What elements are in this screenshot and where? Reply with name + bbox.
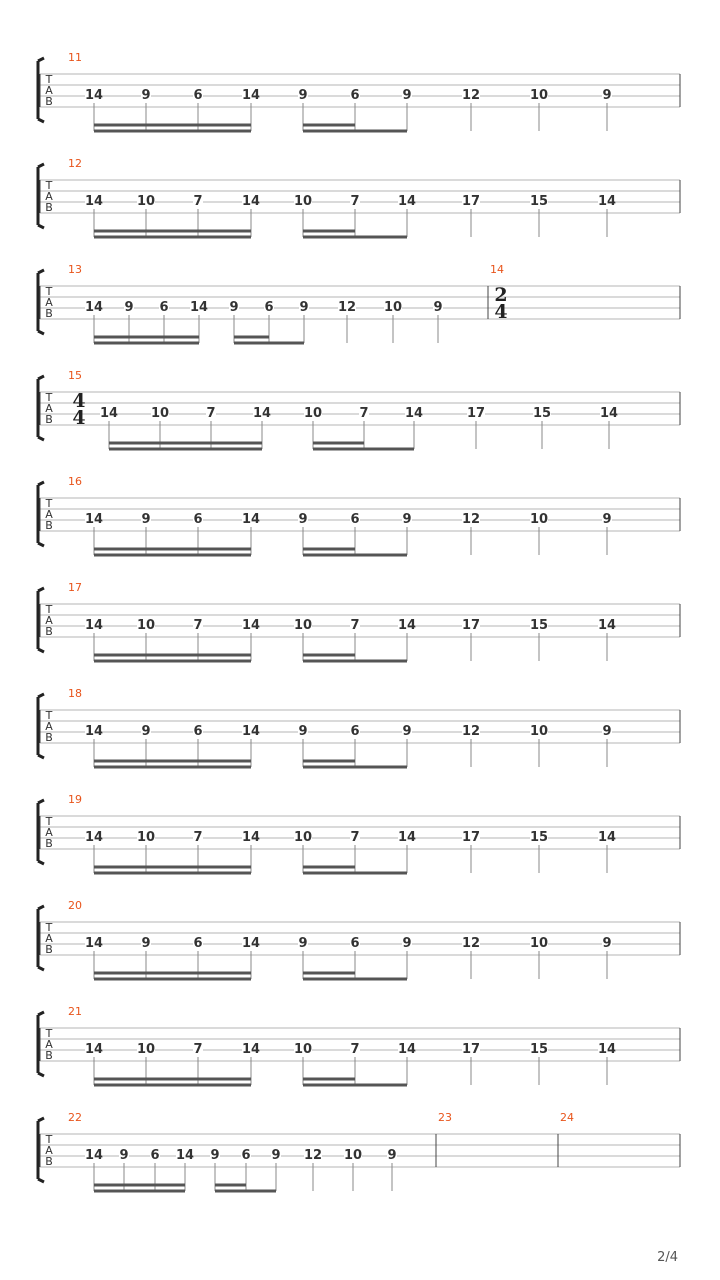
fret-number: 10 xyxy=(136,830,156,845)
tab-clef-letter: A xyxy=(45,720,53,733)
fret-number: 10 xyxy=(303,406,323,421)
fret-number: 14 xyxy=(84,1042,104,1057)
fret-number: 15 xyxy=(532,406,552,421)
beam xyxy=(94,342,199,345)
fret-number: 9 xyxy=(402,724,412,739)
measure-number: 24 xyxy=(560,1111,574,1124)
fret-number: 9 xyxy=(602,936,612,951)
fret-number: 14 xyxy=(597,1042,617,1057)
time-signature-top: 4 xyxy=(72,390,86,412)
beam xyxy=(94,866,251,869)
fret-number: 9 xyxy=(402,936,412,951)
fret-number: 14 xyxy=(84,300,104,315)
fret-number: 17 xyxy=(461,830,481,845)
measure-number: 13 xyxy=(68,263,82,276)
system-bracket xyxy=(38,376,44,440)
tab-clef-letter: B xyxy=(45,95,53,108)
beam xyxy=(303,660,407,663)
fret-number: 10 xyxy=(293,1042,313,1057)
fret-number: 6 xyxy=(193,936,203,951)
fret-number: 10 xyxy=(150,406,170,421)
fret-number: 12 xyxy=(337,300,357,315)
beam xyxy=(303,866,355,869)
tab-clef-letter: B xyxy=(45,1049,53,1062)
fret-number: 14 xyxy=(597,830,617,845)
measure-number: 12 xyxy=(68,157,82,170)
fret-number: 14 xyxy=(241,830,261,845)
fret-number: 14 xyxy=(397,618,417,633)
fret-number: 7 xyxy=(193,194,203,209)
fret-number: 12 xyxy=(303,1148,323,1163)
fret-number: 9 xyxy=(229,300,239,315)
tab-clef-letter: T xyxy=(45,921,53,934)
fret-number: 6 xyxy=(193,724,203,739)
beam xyxy=(303,654,355,657)
tab-clef-letter: B xyxy=(45,413,53,426)
fret-number: 14 xyxy=(241,724,261,739)
fret-number: 9 xyxy=(141,512,151,527)
fret-number: 7 xyxy=(359,406,369,421)
tab-clef-letter: B xyxy=(45,625,53,638)
beam xyxy=(303,130,407,133)
fret-number: 9 xyxy=(402,88,412,103)
beam xyxy=(303,872,407,875)
measure-number: 17 xyxy=(68,581,82,594)
beam xyxy=(215,1190,276,1193)
fret-number: 14 xyxy=(84,194,104,209)
fret-number: 14 xyxy=(84,936,104,951)
tab-clef-letter: T xyxy=(45,73,53,86)
tab-clef-letter: A xyxy=(45,932,53,945)
tab-clef-letter: A xyxy=(45,508,53,521)
fret-number: 9 xyxy=(141,88,151,103)
fret-number: 9 xyxy=(387,1148,397,1163)
beam xyxy=(303,554,407,557)
fret-number: 6 xyxy=(350,512,360,527)
fret-number: 6 xyxy=(193,512,203,527)
fret-number: 14 xyxy=(397,830,417,845)
tab-clef-letter: B xyxy=(45,1155,53,1168)
beam xyxy=(234,336,269,339)
system-bracket xyxy=(38,164,44,228)
tab-clef-letter: B xyxy=(45,307,53,320)
fret-number: 14 xyxy=(597,194,617,209)
beam xyxy=(94,1084,251,1087)
measure-number: 23 xyxy=(438,1111,452,1124)
fret-number: 10 xyxy=(136,1042,156,1057)
beam xyxy=(109,448,262,451)
beam xyxy=(303,1084,407,1087)
fret-number: 6 xyxy=(150,1148,160,1163)
fret-number: 17 xyxy=(461,1042,481,1057)
beam xyxy=(94,1190,185,1193)
system-bracket xyxy=(38,800,44,864)
fret-number: 6 xyxy=(264,300,274,315)
fret-number: 14 xyxy=(175,1148,195,1163)
fret-number: 9 xyxy=(141,724,151,739)
tab-clef-letter: T xyxy=(45,815,53,828)
system-bracket xyxy=(38,906,44,970)
tab-clef-letter: A xyxy=(45,826,53,839)
fret-number: 17 xyxy=(461,618,481,633)
tab-clef-letter: T xyxy=(45,1133,53,1146)
beam xyxy=(94,660,251,663)
beam xyxy=(303,1078,355,1081)
beam xyxy=(94,554,251,557)
beam xyxy=(303,230,355,233)
measure-number: 20 xyxy=(68,899,82,912)
time-signature-bottom: 4 xyxy=(72,407,86,429)
beam xyxy=(94,548,251,551)
system-bracket xyxy=(38,588,44,652)
fret-number: 12 xyxy=(461,724,481,739)
fret-number: 10 xyxy=(529,512,549,527)
tab-clef-letter: T xyxy=(45,391,53,404)
fret-number: 12 xyxy=(461,936,481,951)
beam xyxy=(303,760,355,763)
fret-number: 7 xyxy=(193,618,203,633)
fret-number: 9 xyxy=(271,1148,281,1163)
tab-clef-letter: B xyxy=(45,731,53,744)
beam xyxy=(234,342,304,345)
fret-number: 12 xyxy=(461,88,481,103)
tab-clef-letter: T xyxy=(45,1027,53,1040)
fret-number: 7 xyxy=(350,194,360,209)
fret-number: 14 xyxy=(241,618,261,633)
fret-number: 10 xyxy=(293,618,313,633)
fret-number: 15 xyxy=(529,1042,549,1057)
tab-clef-letter: T xyxy=(45,179,53,192)
fret-number: 9 xyxy=(299,300,309,315)
system-bracket xyxy=(38,482,44,546)
fret-number: 14 xyxy=(84,830,104,845)
fret-number: 14 xyxy=(599,406,619,421)
measure-number: 15 xyxy=(68,369,82,382)
fret-number: 7 xyxy=(350,618,360,633)
beam xyxy=(94,654,251,657)
fret-number: 9 xyxy=(119,1148,129,1163)
fret-number: 9 xyxy=(602,724,612,739)
tab-clef-letter: B xyxy=(45,943,53,956)
beam xyxy=(94,336,199,339)
beam xyxy=(303,124,355,127)
beam xyxy=(313,448,414,451)
measure-number: 19 xyxy=(68,793,82,806)
fret-number: 14 xyxy=(84,512,104,527)
beam xyxy=(313,442,364,445)
fret-number: 14 xyxy=(84,618,104,633)
beam xyxy=(94,124,251,127)
fret-number: 14 xyxy=(241,88,261,103)
page-number: 2/4 xyxy=(657,1250,678,1265)
fret-number: 10 xyxy=(529,88,549,103)
fret-number: 15 xyxy=(529,194,549,209)
tab-clef-letter: T xyxy=(45,285,53,298)
fret-number: 9 xyxy=(298,724,308,739)
tab-clef-letter: A xyxy=(45,614,53,627)
time-signature-bottom: 4 xyxy=(494,301,508,323)
tab-clef-letter: A xyxy=(45,1144,53,1157)
fret-number: 14 xyxy=(99,406,119,421)
beam xyxy=(94,760,251,763)
fret-number: 7 xyxy=(350,1042,360,1057)
measure-number: 21 xyxy=(68,1005,82,1018)
fret-number: 10 xyxy=(293,830,313,845)
fret-number: 12 xyxy=(461,512,481,527)
fret-number: 7 xyxy=(350,830,360,845)
fret-number: 14 xyxy=(241,1042,261,1057)
tab-clef-letter: A xyxy=(45,296,53,309)
fret-number: 14 xyxy=(241,194,261,209)
system-bracket xyxy=(38,270,44,334)
tab-clef-letter: T xyxy=(45,709,53,722)
fret-number: 7 xyxy=(206,406,216,421)
fret-number: 6 xyxy=(241,1148,251,1163)
fret-number: 14 xyxy=(189,300,209,315)
beam xyxy=(303,972,355,975)
measure-number: 11 xyxy=(68,51,82,64)
beam xyxy=(303,978,407,981)
beam xyxy=(303,236,407,239)
fret-number: 6 xyxy=(350,88,360,103)
beam xyxy=(109,442,262,445)
beam xyxy=(303,548,355,551)
fret-number: 14 xyxy=(84,1148,104,1163)
tab-clef-letter: A xyxy=(45,84,53,97)
fret-number: 9 xyxy=(433,300,443,315)
beam xyxy=(215,1184,246,1187)
fret-number: 7 xyxy=(193,1042,203,1057)
fret-number: 14 xyxy=(241,936,261,951)
system-bracket xyxy=(38,694,44,758)
fret-number: 9 xyxy=(602,88,612,103)
measure-number: 18 xyxy=(68,687,82,700)
system-bracket xyxy=(38,1012,44,1076)
tab-clef-letter: T xyxy=(45,603,53,616)
fret-number: 9 xyxy=(298,936,308,951)
fret-number: 17 xyxy=(461,194,481,209)
fret-number: 10 xyxy=(136,618,156,633)
fret-number: 7 xyxy=(193,830,203,845)
system-bracket xyxy=(38,1118,44,1182)
fret-number: 14 xyxy=(597,618,617,633)
fret-number: 14 xyxy=(84,724,104,739)
fret-number: 9 xyxy=(298,512,308,527)
beam xyxy=(94,766,251,769)
fret-number: 10 xyxy=(293,194,313,209)
measure-number: 16 xyxy=(68,475,82,488)
beam xyxy=(94,1078,251,1081)
fret-number: 14 xyxy=(252,406,272,421)
beam xyxy=(94,872,251,875)
fret-number: 10 xyxy=(529,936,549,951)
fret-number: 6 xyxy=(193,88,203,103)
fret-number: 14 xyxy=(404,406,424,421)
tab-clef-letter: B xyxy=(45,201,53,214)
fret-number: 6 xyxy=(159,300,169,315)
fret-number: 14 xyxy=(397,194,417,209)
beam xyxy=(303,766,407,769)
beam xyxy=(94,972,251,975)
beam xyxy=(94,1184,185,1187)
tab-clef-letter: A xyxy=(45,190,53,203)
fret-number: 9 xyxy=(298,88,308,103)
measure-number: 14 xyxy=(490,263,504,276)
tab-clef-letter: A xyxy=(45,402,53,415)
fret-number: 14 xyxy=(397,1042,417,1057)
fret-number: 17 xyxy=(466,406,486,421)
fret-number: 10 xyxy=(383,300,403,315)
fret-number: 9 xyxy=(210,1148,220,1163)
beam xyxy=(94,230,251,233)
fret-number: 14 xyxy=(84,88,104,103)
fret-number: 6 xyxy=(350,936,360,951)
fret-number: 10 xyxy=(529,724,549,739)
fret-number: 9 xyxy=(602,512,612,527)
system-bracket xyxy=(38,58,44,122)
fret-number: 10 xyxy=(136,194,156,209)
fret-number: 6 xyxy=(350,724,360,739)
fret-number: 10 xyxy=(343,1148,363,1163)
beam xyxy=(94,978,251,981)
tab-clef-letter: T xyxy=(45,497,53,510)
tab-clef-letter: B xyxy=(45,519,53,532)
beam xyxy=(94,130,251,133)
fret-number: 14 xyxy=(241,512,261,527)
beam xyxy=(94,236,251,239)
tab-clef-letter: B xyxy=(45,837,53,850)
fret-number: 15 xyxy=(529,830,549,845)
tab-clef-letter: A xyxy=(45,1038,53,1051)
fret-number: 9 xyxy=(402,512,412,527)
fret-number: 9 xyxy=(141,936,151,951)
fret-number: 15 xyxy=(529,618,549,633)
time-signature-top: 2 xyxy=(494,284,508,306)
fret-number: 9 xyxy=(124,300,134,315)
measure-number: 22 xyxy=(68,1111,82,1124)
